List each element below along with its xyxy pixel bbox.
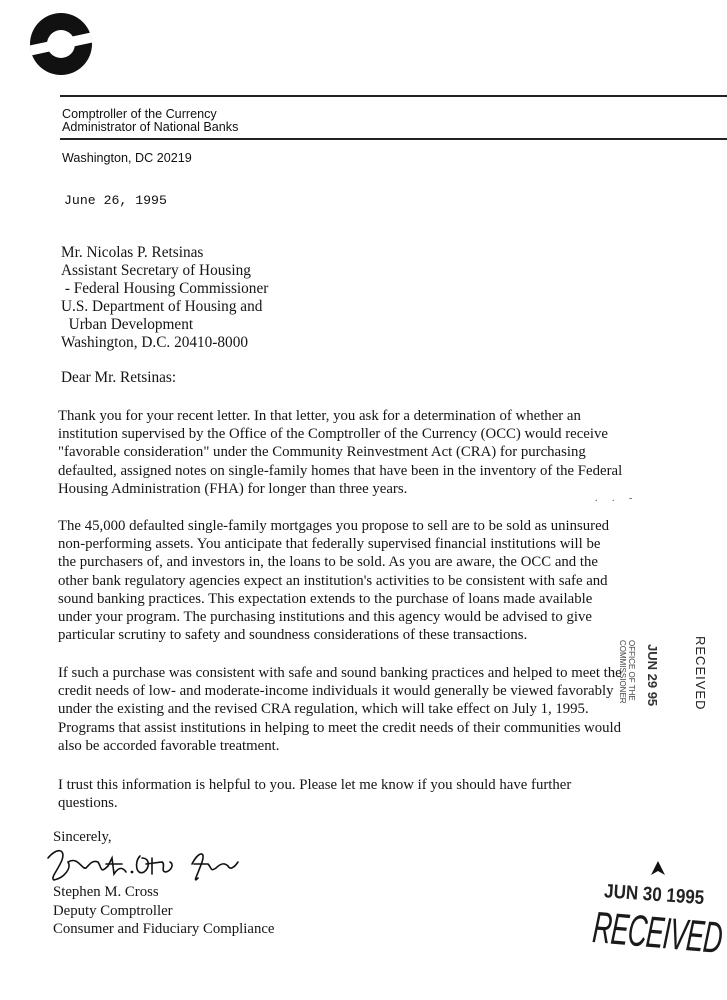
body-paragraph-2: [58, 517, 609, 644]
body-paragraph-1: [58, 407, 622, 498]
received-stamp-date: JUN 30 1995: [603, 880, 705, 909]
body-line: defaulted, assigned notes on single-family homes that have been in the inventory of the Federal: [58, 462, 623, 479]
signer-title: Deputy Comptroller: [53, 902, 173, 919]
recipient-line: U.S. Department of Housing and: [61, 298, 263, 315]
body-paragraph-3: [58, 664, 622, 755]
date-stamp-vertical: JUN 29 95: [645, 644, 660, 707]
body-line: other bank regulatory agencies expect an institution's activities to be consistent with safe and: [58, 572, 608, 589]
recipient-line: Mr. Nicolas P. Retsinas: [61, 244, 204, 261]
received-stamp: RECEIVED: [590, 903, 724, 964]
body-line: particular scrutiny to safety and soundness considerations of these transactions.: [58, 627, 528, 644]
body-line: The 45,000 defaulted single-family mortgages you propose to sell are to be sold as uninsured: [58, 518, 610, 534]
body-line: sound banking practices. This expectation extends to the purchase of loans made available: [58, 590, 593, 607]
body-line: Programs that assist institutions in helping to meet the credit needs of their communities would: [58, 719, 622, 736]
letter-date: June 26, 1995: [64, 193, 167, 208]
letterhead-rule-bottom: [60, 138, 727, 140]
body-line: If such a purchase was consistent with safe and sound banking practices and helped to meet the: [58, 665, 622, 681]
body-paragraph-4: [58, 776, 571, 812]
signature-block: [53, 883, 275, 939]
recipient-line: Washington, D.C. 20410-8000: [61, 334, 248, 351]
stamp-arrow-icon: [650, 860, 666, 878]
closing: Sincerely,: [53, 829, 112, 845]
body-line: under your program. The purchasing institutions and this agency would be advised to give: [58, 609, 592, 626]
agency-line-2: Administrator of National Banks: [62, 120, 239, 134]
occ-logo-icon: [28, 10, 94, 78]
received-stamp-vertical: RECEIVED: [693, 636, 708, 711]
handwritten-signature: [42, 838, 242, 888]
recipient-line: Assistant Secretary of Housing: [61, 262, 251, 279]
agency-name: [62, 108, 238, 134]
agency-line-1: Comptroller of the Currency: [62, 107, 217, 121]
body-line: I trust this information is helpful to you. Please let me know if you should have further: [58, 777, 572, 793]
body-line: credit needs of low- and moderate-income individuals it would generally be viewed favorably: [58, 683, 614, 700]
signer-name: Stephen M. Cross: [53, 884, 159, 900]
recipient-line: - Federal Housing Commissioner: [61, 280, 269, 297]
body-line: the purchasers of, and investors in, the loans to be sold. As you are aware, the OCC and the: [58, 554, 598, 571]
recipient-line: Urban Development: [61, 316, 194, 333]
scan-marks: . . -: [595, 493, 639, 504]
office-stamp-vertical: OFFICE OF THE COMMISSIONER: [618, 640, 636, 704]
letterhead-city: Washington, DC 20219: [62, 151, 192, 165]
body-line: also be accorded favorable treatment.: [58, 737, 280, 754]
body-line: questions.: [58, 795, 118, 812]
recipient-address: [61, 244, 268, 352]
body-line: institution supervised by the Office of the Comptroller of the Currency (OCC) would receive: [58, 426, 608, 443]
body-line: Thank you for your recent letter. In that letter, you ask for a determination of whether an: [58, 408, 581, 424]
signer-department: Consumer and Fiduciary Compliance: [53, 921, 275, 937]
body-line: "favorable consideration" under the Community Reinvestment Act (CRA) for purchasing: [58, 444, 586, 461]
salutation: Dear Mr. Retsinas:: [61, 369, 177, 386]
body-line: under the existing and the revised CRA regulation, which will take effect on July 1, 1995.: [58, 701, 589, 718]
letterhead-rule-top: [60, 95, 727, 97]
body-line: non-performing assets. You anticipate that federally supervised financial institutions will be: [58, 536, 601, 553]
body-line: Housing Administration (FHA) for longer than three years.: [58, 480, 408, 497]
